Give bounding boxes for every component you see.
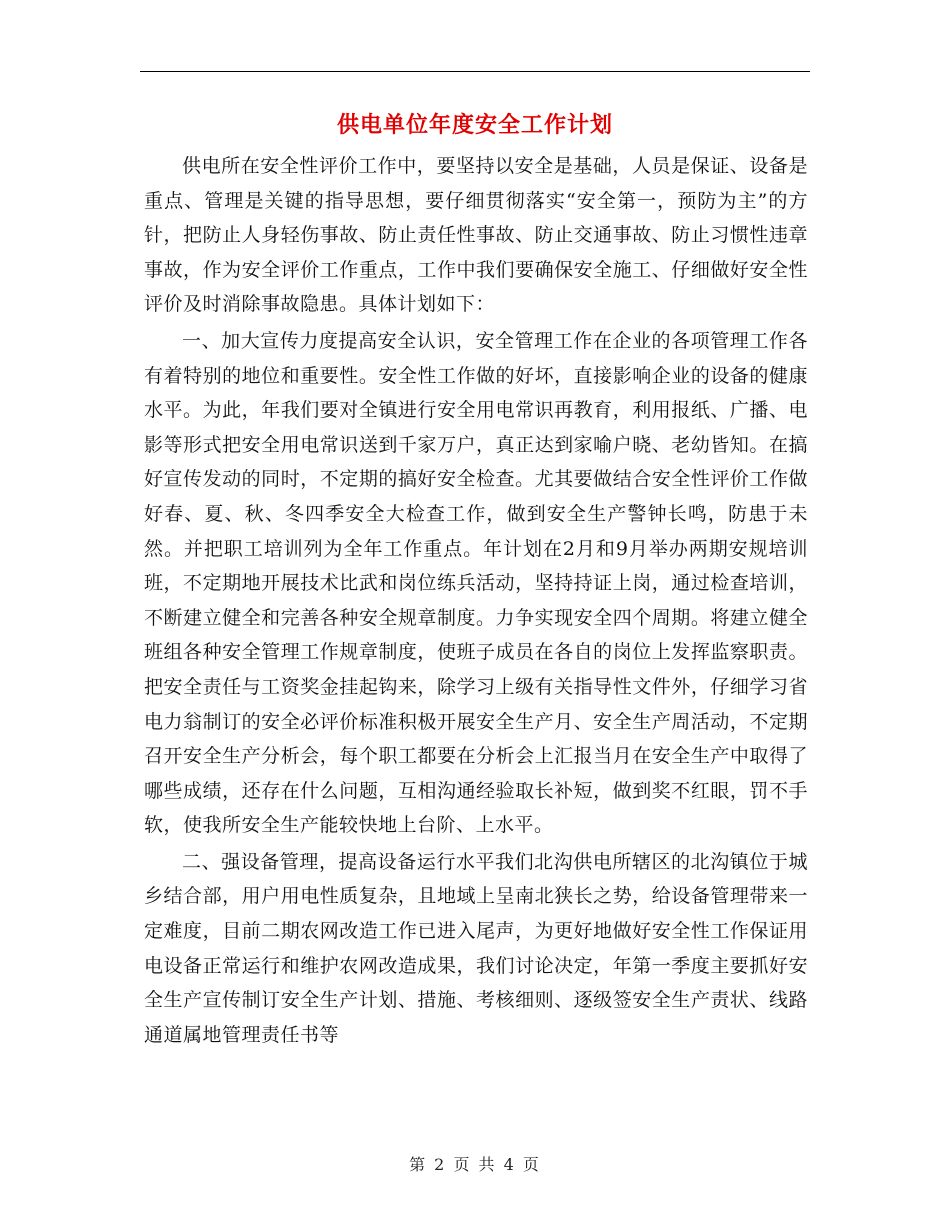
document-title: 供电单位年度安全工作计划 [336, 112, 613, 138]
header-rule [140, 71, 810, 72]
document-body [144, 149, 808, 1054]
paragraph-intro: 供电所在安全性评价工作中，要坚持以安全是基础，人员是保证、设备是重点、管理是关键的指导思想，要仔细贯彻落实“安全第一，预防为主”的方针，把防止人身轻伤事故、防止责任性事故、防止交通事故、防止习惯性违章事故，作为安全评价工作重点，工作中我们要确保安全施工、仔细做好安全性评价及时消除事故隐患。具体计划如下： [144, 155, 808, 316]
page-number-footer: 第 2 页 共 4 页 [409, 1155, 541, 1174]
paragraph-section-2: 二、强设备管理，提高设备运行水平我们北沟供电所辖区的北沟镇位于城乡结合部，用户用电性质复杂，且地域上呈南北狭长之势，给设备管理带来一定难度，目前二期农网改造工作已进入尾声，为更好地做好安全性工作保证用电设备正常运行和维护农网改造成果，我们讨论决定，年第一季度主要抓好安全生产宣传制订安全生产计划、措施、考核细则、逐级签安全生产责状、线路通道属地管理责任书等 [144, 850, 808, 1046]
paragraph-section-1: 一、加大宣传力度提高安全认识，安全管理工作在企业的各项管理工作各有着特别的地位和重要性。安全性工作做的好坏，直接影响企业的设备的健康水平。为此，年我们要对全镇进行安全用电常识再教育，利用报纸、广播、电影等形式把安全用电常识送到千家万户，真正达到家喻户晓、老幼皆知。在搞好宣传发动的同时，不定期的搞好安全检查。尤其要做结合安全性评价工作做好春、夏、秋、冬四季安全大检查工作，做到安全生产警钟长鸣，防患于未然。并把职工培训列为全年工作重点。年计划在2月和9月举办两期安规培训班，不定期地开展技术比武和岗位练兵活动，坚持持证上岗，通过检查培训，不断建立健全和完善各种安全规章制度。力争实现安全四个周期。将建立健全班组各种安全管理工作规章制度，使班子成员在各自的岗位上发挥监察职责。把安全责任与工资奖金挂起钩来，除学习上级有关指导性文件外，仔细学习省电力翁制订的安全必评价标准积极开展安全生产月、安全生产周活动，不定期召开安全生产分析会，每个职工都要在分析会上汇报当月在安全生产中取得了哪些成绩，还存在什么问题，互相沟通经验取长补短，做到奖不红眼，罚不手软，使我所安全生产能较快地上台阶、上水平。 [144, 329, 808, 837]
